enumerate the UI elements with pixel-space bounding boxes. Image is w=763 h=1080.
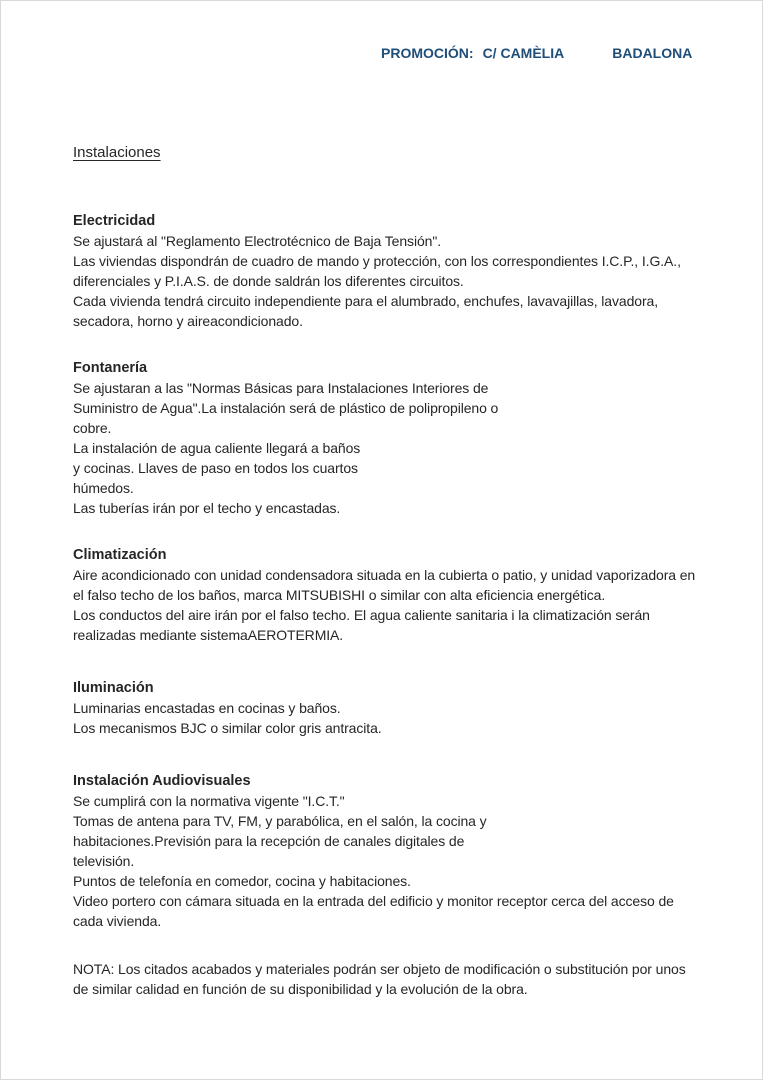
text-line: húmedos. bbox=[73, 480, 134, 496]
text-line: NOTA: Los citados acabados y materiales podrán ser objeto de modificación o substitución por unos bbox=[73, 961, 686, 977]
section-heading: Climatización bbox=[73, 547, 167, 563]
text-line: Aire acondicionado con unidad condensadora situada en la cubierta o patio, y unidad vaporizadora en bbox=[73, 567, 696, 583]
text-line: Los mecanismos BJC o similar color gris antracita. bbox=[73, 720, 382, 736]
document-body bbox=[1, 1, 762, 999]
text-line: habitaciones.Previsión para la recepción de canales digitales de bbox=[73, 833, 465, 849]
section-heading: Iluminación bbox=[73, 680, 154, 696]
section-instalacion-audiovisuales bbox=[73, 771, 722, 931]
text-line: Suministro de Agua".La instalación será de plástico de polipropileno o bbox=[73, 400, 499, 416]
text-line: y cocinas. Llaves de paso en todos los cuartos bbox=[73, 460, 358, 476]
text-line: Las tuberías irán por el techo y encastadas. bbox=[73, 500, 341, 516]
text-line: diferenciales y P.I.A.S. de donde saldrán los diferentes circuitos. bbox=[73, 273, 464, 289]
section-iluminacion bbox=[73, 678, 722, 738]
text-line: secadora, horno y aireacondicionado. bbox=[73, 313, 303, 329]
text-line: cobre. bbox=[73, 420, 112, 436]
text-line: Video portero con cámara situada en la entrada del edificio y monitor receptor cerca del acceso de bbox=[73, 893, 674, 909]
text-line: televisión. bbox=[73, 853, 135, 869]
page-title: Instalaciones bbox=[73, 144, 161, 161]
promotion-address: C/ CAMÈLIA bbox=[482, 45, 565, 61]
text-line: Se cumplirá con la normativa vigente "I.C.T." bbox=[73, 793, 345, 809]
promotion-label: PROMOCIÓN: bbox=[381, 45, 474, 61]
text-line: Se ajustará al "Reglamento Electrotécnico de Baja Tensión". bbox=[73, 233, 441, 249]
text-line: Las viviendas dispondrán de cuadro de mando y protección, con los correspondientes I.C.P., I.G.A., bbox=[73, 253, 681, 269]
section-fontaneria bbox=[73, 358, 722, 518]
section-heading: Instalación Audiovisuales bbox=[73, 773, 251, 789]
text-line: el falso techo de los baños, marca MITSUBISHI o similar con alta eficiencia energética. bbox=[73, 587, 606, 603]
text-line: Cada vivienda tendrá circuito independiente para el alumbrado, enchufes, lavavajillas, lavadora, bbox=[73, 293, 658, 309]
text-line: Se ajustaran a las "Normas Básicas para Instalaciones Interiores de bbox=[73, 380, 489, 396]
section-heading: Fontanería bbox=[73, 360, 148, 376]
promotion-city: BADALONA bbox=[612, 45, 693, 61]
text-line: realizadas mediante sistemaAEROTERMIA. bbox=[73, 627, 344, 643]
section-electricidad bbox=[73, 211, 722, 331]
text-line: La instalación de agua caliente llegará a baños bbox=[73, 440, 361, 456]
text-line: Puntos de telefonía en comedor, cocina y habitaciones. bbox=[73, 873, 411, 889]
section-heading: Electricidad bbox=[73, 213, 156, 229]
text-line: de similar calidad en función de su disponibilidad y la evolución de la obra. bbox=[73, 981, 528, 997]
text-line: Luminarias encastadas en cocinas y baños. bbox=[73, 700, 341, 716]
text-line: Tomas de antena para TV, FM, y parabólica, en el salón, la cocina y bbox=[73, 813, 487, 829]
text-line: Los conductos del aire irán por el falso techo. El agua caliente sanitaria i la climatización serán bbox=[73, 607, 650, 623]
section-climatizacion bbox=[73, 545, 722, 645]
note-paragraph bbox=[73, 959, 722, 999]
text-line: cada vivienda. bbox=[73, 913, 162, 929]
